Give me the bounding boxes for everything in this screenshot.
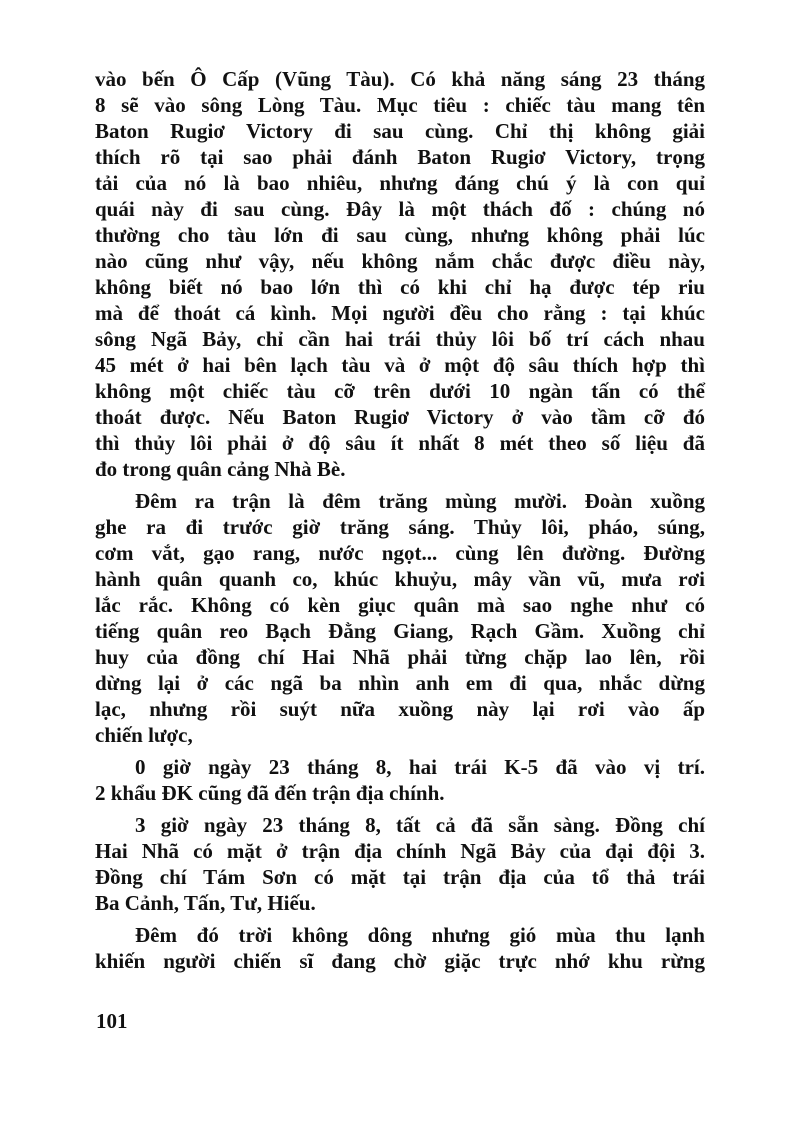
text-line: Đồng chí Tám Sơn có mặt tại trận địa của tổ thả trái	[95, 865, 705, 889]
text-line: 45 mét ở hai bên lạch tàu và ở một độ sâu thích hợp thì	[95, 353, 705, 377]
text-line: mà để thoát cá kình. Mọi người đều cho rằng : tại khúc	[95, 301, 705, 325]
text-line: 3 giờ ngày 23 tháng 8, tất cả đã sẵn sàng. Đồng chí	[135, 813, 705, 837]
text-line: Baton Rugiơ Victory đi sau cùng. Chỉ thị không giải	[95, 119, 705, 143]
text-line: tải của nó là bao nhiêu, nhưng đáng chú ý là con quỉ	[95, 171, 705, 195]
text-line: 0 giờ ngày 23 tháng 8, hai trái K-5 đã vào vị trí.	[135, 755, 705, 779]
text-line: Đêm đó trời không dông nhưng gió mùa thu lạnh	[135, 923, 705, 947]
text-line: nào cũng như vậy, nếu không nắm chắc được điều này,	[95, 249, 705, 273]
paragraph	[95, 66, 705, 482]
text-line: không biết nó bao lớn thì có khi chỉ hạ được tép riu	[95, 275, 705, 299]
text-line: khiến người chiến sĩ đang chờ giặc trực nhớ khu rừng	[95, 949, 705, 973]
text-line: dừng lại ở các ngã ba nhìn anh em đi qua, nhắc dừng	[95, 671, 705, 695]
text-line: lạc, nhưng rồi suýt nữa xuồng này lại rơi vào ấp	[95, 697, 705, 721]
paragraph	[95, 754, 705, 806]
text-line: chiến lược,	[95, 723, 193, 747]
text-line: 8 sẽ vào sông Lòng Tàu. Mục tiêu : chiếc tàu mang tên	[95, 93, 705, 117]
text-line: quái này đi sau cùng. Đây là một thách đố : chúng nó	[95, 197, 705, 221]
text-line: lắc rắc. Không có kèn giục quân mà sao nghe như có	[95, 593, 705, 617]
text-line: ghe ra đi trước giờ trăng sáng. Thủy lôi, pháo, súng,	[95, 515, 705, 539]
text-line: tiếng quân reo Bạch Đằng Giang, Rạch Gầm. Xuồng chỉ	[95, 619, 705, 643]
text-line: 2 khẩu ĐK cũng đã đến trận địa chính.	[95, 781, 445, 805]
text-line: thích rõ tại sao phải đánh Baton Rugiơ Victory, trọng	[95, 145, 705, 169]
page-number: 101	[96, 1009, 128, 1033]
text-line: Ba Cảnh, Tấn, Tư, Hiếu.	[95, 891, 316, 915]
text-line: thì thủy lôi phải ở độ sâu ít nhất 8 mét theo số liệu đã	[95, 431, 705, 455]
text-line: thoát được. Nếu Baton Rugiơ Victory ở vào tầm cỡ đó	[95, 405, 705, 429]
text-line: không một chiếc tàu cỡ trên dưới 10 ngàn tấn có thể	[95, 379, 705, 403]
text-line: Đêm ra trận là đêm trăng mùng mười. Đoàn xuồng	[135, 489, 705, 513]
text-line: vào bến Ô Cấp (Vũng Tàu). Có khả năng sáng 23 tháng	[95, 67, 705, 91]
paragraph	[95, 922, 705, 974]
paragraph	[95, 812, 705, 916]
text-line: hành quân quanh co, khúc khuỷu, mây vần vũ, mưa rơi	[95, 567, 705, 591]
text-line: thường cho tàu lớn đi sau cùng, nhưng không phải lúc	[95, 223, 705, 247]
text-line: huy của đồng chí Hai Nhã phải từng chặp lao lên, rồi	[95, 645, 705, 669]
text-line: đo trong quân cảng Nhà Bè.	[95, 457, 346, 481]
page-body	[95, 66, 705, 974]
text-line: cơm vắt, gạo rang, nước ngọt... cùng lên đường. Đường	[95, 541, 705, 565]
text-line: sông Ngã Bảy, chỉ cần hai trái thủy lôi bố trí cách nhau	[95, 327, 705, 351]
paragraph	[95, 488, 705, 748]
text-line: Hai Nhã có mặt ở trận địa chính Ngã Bảy của đại đội 3.	[95, 839, 705, 863]
